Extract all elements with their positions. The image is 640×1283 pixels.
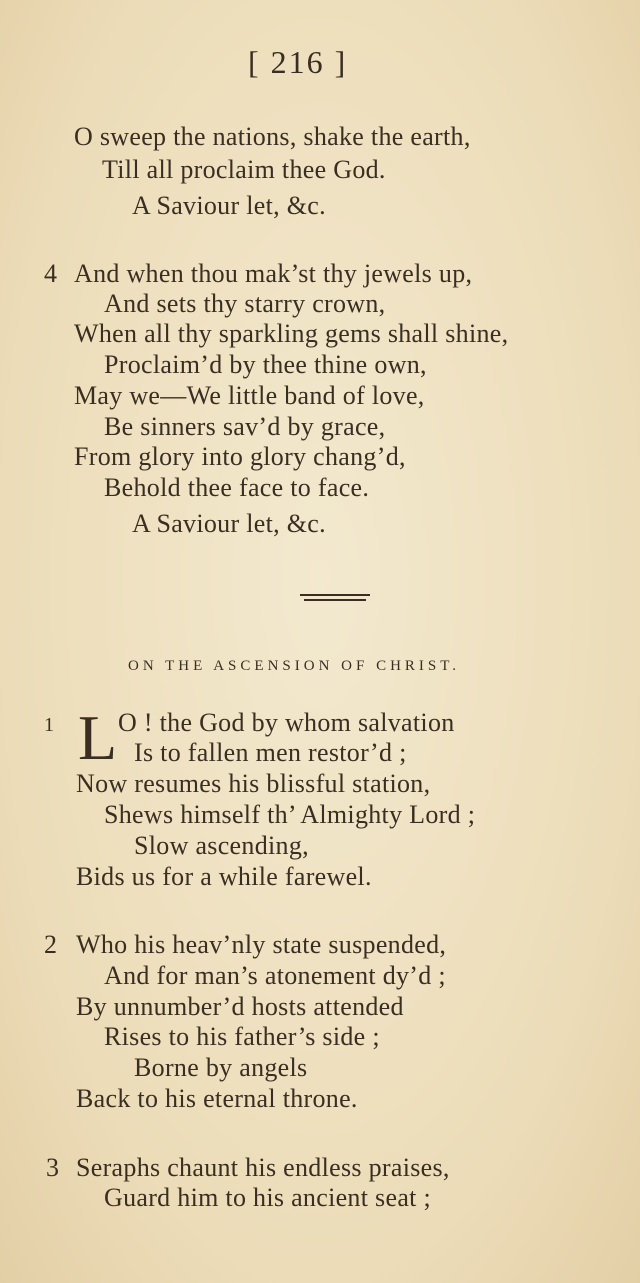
verse-line: Who his heav’nly state suspended, <box>76 930 447 959</box>
verse-line: And sets thy starry crown, <box>104 289 386 318</box>
divider-rule <box>304 599 366 601</box>
verse-line: When all thy sparkling gems shall shine, <box>74 319 509 348</box>
verse-line: Shews himself th’ Almighty Lord ; <box>104 800 476 829</box>
verse-line: By unnumber’d hosts attended <box>76 992 404 1021</box>
verse-line: Back to his eternal throne. <box>76 1084 358 1113</box>
divider-rule <box>300 594 370 596</box>
refrain-line: A Saviour let, &c. <box>132 509 326 538</box>
verse-line: Bids us for a while farewel. <box>76 862 372 891</box>
page-number: [ 216 ] <box>248 44 348 80</box>
verse-line: Seraphs chaunt his endless praises, <box>76 1153 450 1182</box>
verse-line: Behold thee face to face. <box>104 473 370 502</box>
verse-line: And for man’s atonement dy’d ; <box>104 961 446 990</box>
verse-line: Is to fallen men restor’d ; <box>134 738 407 767</box>
verse-line: Till all proclaim thee God. <box>102 155 386 184</box>
verse-line: May we—We little band of love, <box>74 381 425 410</box>
verse-line: Slow ascending, <box>134 831 309 860</box>
hymn-title: ON THE ASCENSION OF CHRIST. <box>128 658 461 674</box>
verse-line: Guard him to his ancient seat ; <box>104 1183 431 1212</box>
stanza-number: 4 <box>44 259 57 288</box>
stanza-number: 2 <box>44 930 57 959</box>
verse-line: And when thou mak’st thy jewels up, <box>74 259 473 288</box>
verse-line: From glory into glory chang’d, <box>74 442 406 471</box>
drop-cap: L <box>78 702 118 773</box>
verse-line: Rises to his father’s side ; <box>104 1022 380 1051</box>
verse-line: Now resumes his blissful station, <box>76 769 431 798</box>
verse-line: O ! the God by whom salvation <box>118 708 455 737</box>
verse-line: Proclaim’d by thee thine own, <box>104 350 427 379</box>
refrain-line: A Saviour let, &c. <box>132 191 326 220</box>
stanza-number: 1 <box>44 714 54 736</box>
verse-line: O sweep the nations, shake the earth, <box>74 122 471 151</box>
stanza-number: 3 <box>46 1153 59 1182</box>
verse-line: Be sinners sav’d by grace, <box>104 412 386 441</box>
verse-line: Borne by angels <box>134 1053 308 1082</box>
